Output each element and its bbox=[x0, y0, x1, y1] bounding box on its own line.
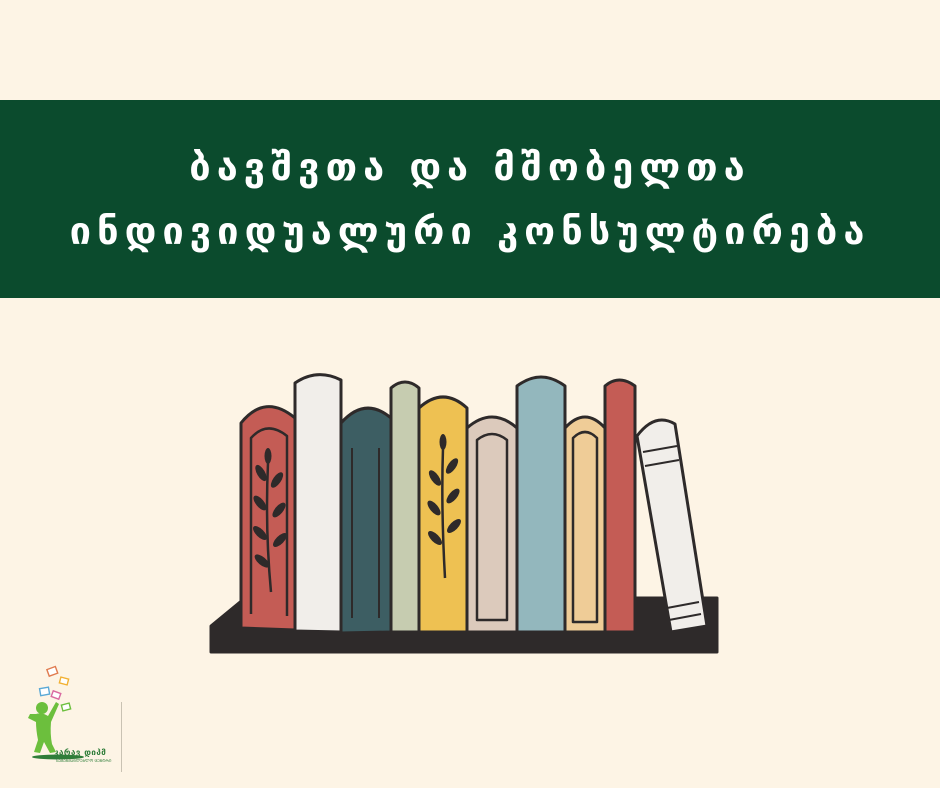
logo-divider bbox=[121, 702, 122, 772]
title-line-2: ინდივიდუალური კონსულტირება bbox=[69, 209, 871, 253]
book-sage bbox=[391, 382, 419, 632]
book-white-tall bbox=[295, 375, 341, 632]
book-blue bbox=[517, 377, 565, 632]
book-peach bbox=[565, 417, 605, 632]
title-banner bbox=[0, 100, 940, 298]
logo-name: კარავ დიპმ bbox=[54, 748, 107, 757]
books-illustration bbox=[205, 368, 725, 658]
book-red-leaf bbox=[241, 407, 295, 630]
book-red-slim bbox=[605, 380, 635, 632]
logo-subtitle: ᲡᲐᲒᲐᲜᲛᲐᲜᲚᲔᲑᲚᲝ ᲪᲔᲜᲢᲠᲘ bbox=[56, 758, 112, 763]
title-line-1: ბავშვთა და მშობელთა bbox=[189, 145, 751, 189]
book-yellow-leaf bbox=[419, 397, 467, 632]
book-beige bbox=[467, 417, 517, 632]
kids-logo-icon bbox=[22, 662, 102, 762]
book-teal bbox=[341, 408, 391, 633]
